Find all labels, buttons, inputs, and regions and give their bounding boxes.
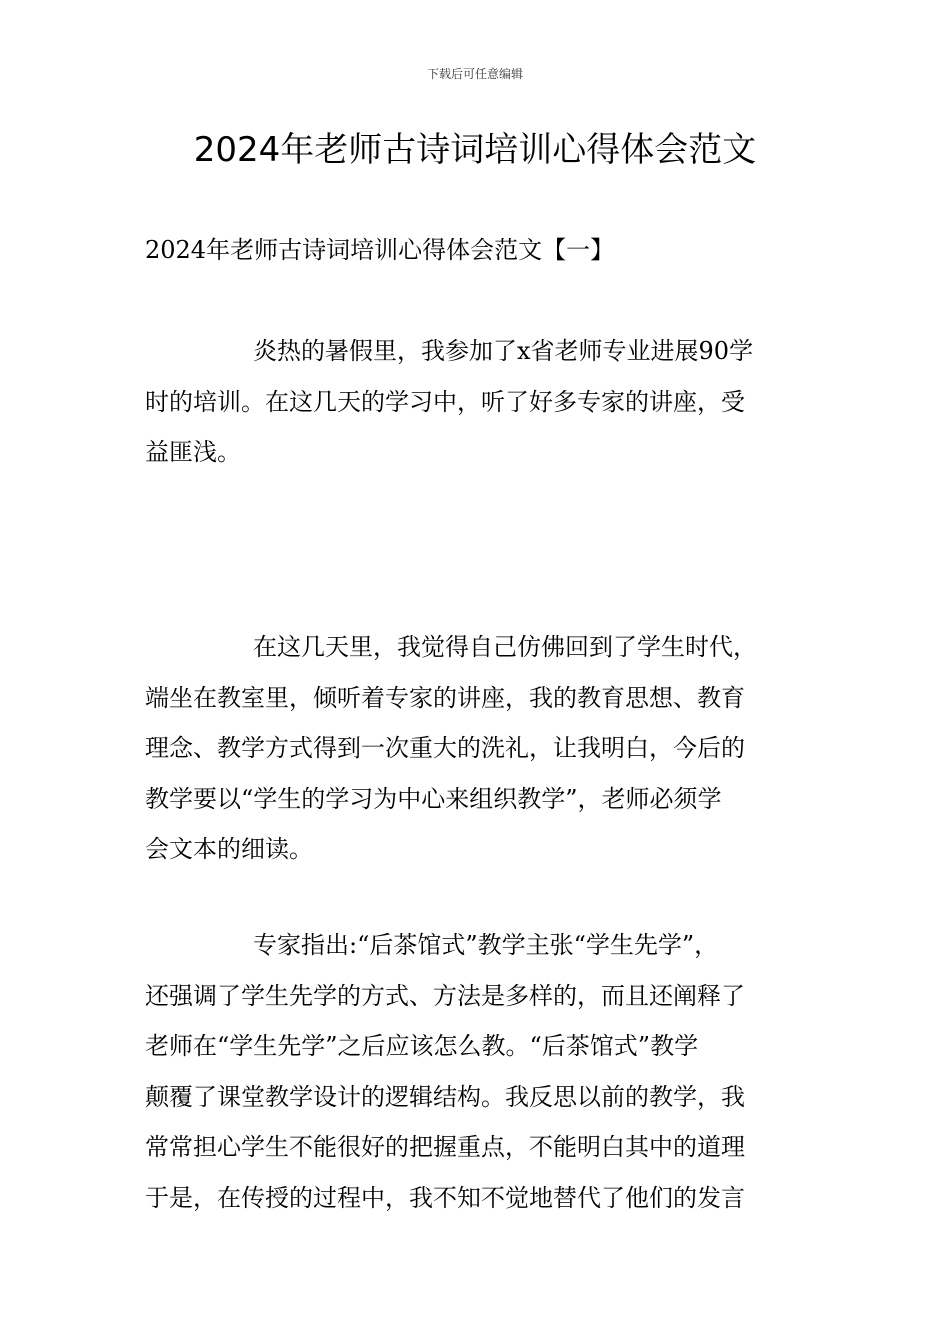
paragraph-3 bbox=[145, 920, 807, 1223]
paragraph-line: 还强调了学生先学的方式、方法是多样的，而且还阐释了 bbox=[145, 981, 745, 1010]
paragraph-line: 颠覆了课堂教学设计的逻辑结构。我反思以前的教学，我 bbox=[145, 1082, 745, 1111]
paragraph-2 bbox=[145, 622, 807, 875]
paragraph-1 bbox=[145, 326, 807, 478]
document-title: 2024年老师古诗词培训心得体会范文 bbox=[193, 130, 757, 170]
paragraph-line: 会文本的细读。 bbox=[145, 835, 313, 863]
header-note: 下载后可任意编辑 bbox=[426, 67, 523, 81]
paragraph-line: 专家指出:“后茶馆式”教学主张“学生先学”， bbox=[253, 931, 719, 959]
paragraph-line: 老师在“学生先学”之后应该怎么教。“后茶馆式”教学 bbox=[145, 1032, 699, 1060]
paragraph-line: 益匪浅。 bbox=[145, 438, 241, 466]
paragraph-line: 教学要以“学生的学习为中心来组织教学”，老师必须学 bbox=[145, 784, 722, 813]
paragraph-line: 常常担心学生不能很好的把握重点，不能明白其中的道理 bbox=[145, 1133, 745, 1161]
paragraph-line: 炎热的暑假里，我参加了x省老师专业进展90学 bbox=[253, 337, 754, 365]
section-heading: 2024年老师古诗词培训心得体会范文【一】 bbox=[145, 236, 615, 264]
paragraph-line: 时的培训。在这几天的学习中，听了好多专家的讲座，受 bbox=[145, 387, 745, 416]
paragraph-line: 在这几天里，我觉得自己仿佛回到了学生时代， bbox=[253, 633, 757, 661]
paragraph-line: 理念、教学方式得到一次重大的洗礼，让我明白，今后的 bbox=[145, 734, 745, 762]
paragraph-line: 于是，在传授的过程中，我不知不觉地替代了他们的发言 bbox=[145, 1183, 745, 1212]
paragraph-line: 端坐在教室里，倾听着专家的讲座，我的教育思想、教育 bbox=[145, 683, 745, 712]
